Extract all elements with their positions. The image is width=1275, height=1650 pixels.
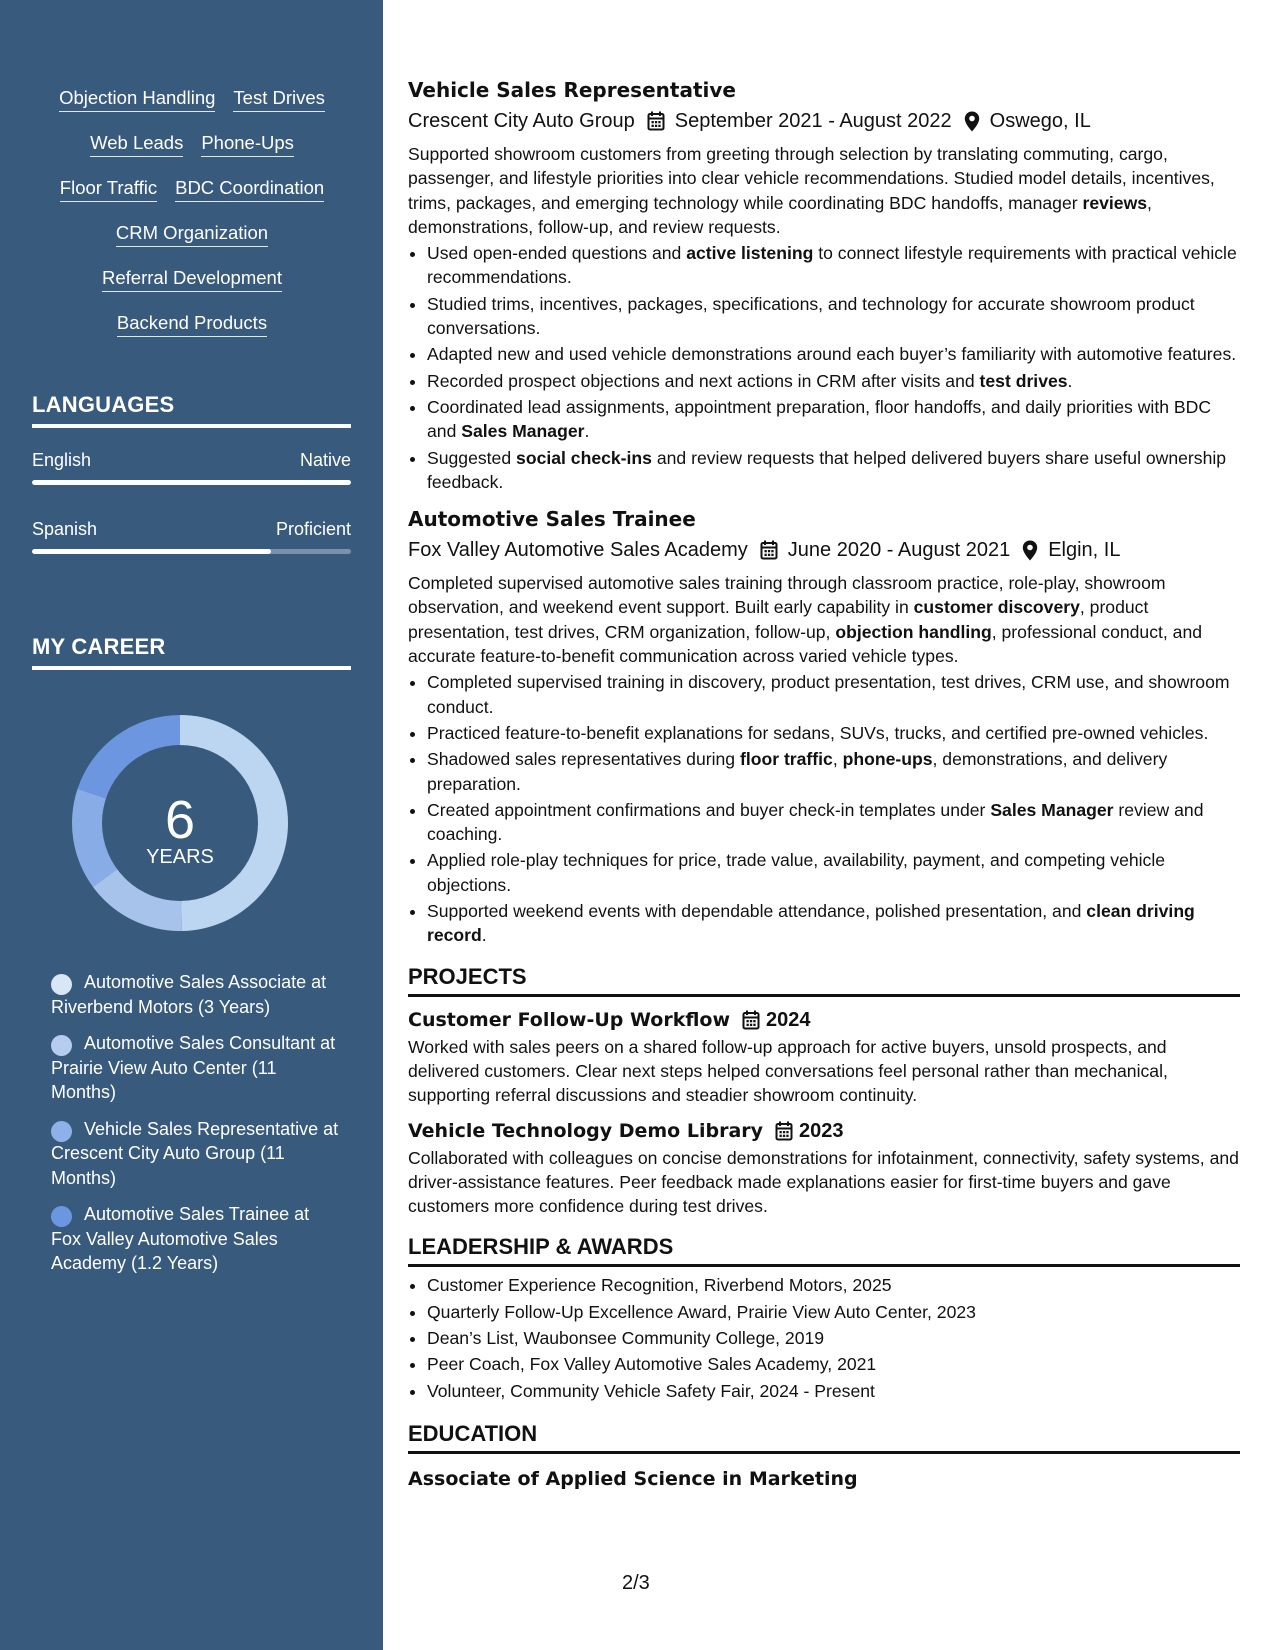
calendar-icon [760, 540, 778, 560]
skills-tags [32, 86, 352, 356]
job-bullet: • Created appointment confirmations and buyer check-in templates under Sales Manager review and coaching. [427, 798, 1240, 847]
sidebar [0, 0, 383, 1650]
project-entry [408, 1007, 1240, 1108]
job-bullet: • Suggested social check-ins and review requests that helped delivered buyers share useful ownership feedback. [427, 446, 1240, 495]
language-bar [32, 549, 351, 554]
project-description: Worked with sales peers on a shared follow-up approach for active buyers, unsold prospects, and delivered customers. Clear next steps helped conversations feel personal rather than mechanical, supporting referral discussions and steadier showroom continuity. [408, 1036, 1168, 1106]
project-description: Collaborated with colleagues on concise demonstrations for infotainment, connectivity, safety systems, and driver-assistance features. Peer feedback made explanations easier for first-time buyers and gave customers more confidence during test drives. [408, 1147, 1239, 1217]
job-title: Automotive Sales Trainee [408, 507, 696, 532]
education-heading: EDUCATION [408, 1421, 1240, 1454]
job-title: Vehicle Sales Representative [408, 78, 736, 102]
award-item: • Quarterly Follow-Up Excellence Award, Prairie View Auto Center, 2023 [427, 1300, 1240, 1324]
skill-tag: Test Drives [233, 86, 325, 112]
job-bullet: • Supported weekend events with dependable attendance, polished presentation, and clean driving record. [427, 899, 1240, 948]
career-dot [51, 1035, 72, 1056]
job-bullet: • Applied role-play techniques for price, trade value, availability, payment, and competing vehicle objections. [427, 848, 1240, 897]
location-pin-icon [964, 111, 980, 132]
skill-row [32, 311, 352, 356]
page-number: 2/3 [622, 1572, 650, 1594]
language-name: English [32, 450, 92, 470]
career-dot [51, 1121, 72, 1142]
language-bar-fill [32, 549, 271, 554]
job-company: Crescent City Auto Group [408, 110, 635, 132]
career-heading: MY CAREER [32, 634, 351, 670]
skill-tag: Objection Handling [59, 86, 215, 112]
skill-tag: Backend Products [117, 311, 267, 337]
awards-list [408, 1273, 1240, 1402]
project-entry [408, 1118, 1240, 1219]
skill-tag: Floor Traffic [60, 176, 157, 202]
calendar-icon [647, 111, 665, 131]
job-entry [408, 506, 1240, 947]
award-item: • Dean’s List, Waubonsee Community College, 2019 [427, 1326, 1240, 1350]
skill-row [32, 221, 352, 266]
skill-row [32, 131, 352, 176]
project-year: 2023 [799, 1119, 844, 1142]
education-degree: Associate of Applied Science in Marketing [408, 1467, 858, 1490]
experience-list [408, 77, 1240, 948]
career-item [51, 1202, 341, 1276]
skill-tag: Web Leads [90, 131, 183, 157]
job-bullets [408, 670, 1240, 947]
job-bullet: • Completed supervised training in discovery, product presentation, test drives, CRM use, and showroom conduct. [427, 670, 1240, 719]
job-bullet: • Practiced feature-to-benefit explanations for sedans, SUVs, trucks, and certified pre-owned vehicles. [427, 721, 1240, 745]
skill-row [32, 176, 352, 221]
job-dates: June 2020 - August 2021 [787, 539, 1011, 562]
projects-heading: PROJECTS [408, 964, 1240, 997]
award-item: • Volunteer, Community Vehicle Safety Fair, 2024 - Present [427, 1379, 1240, 1403]
project-title: Customer Follow-Up Workflow [408, 1008, 731, 1031]
job-bullet: • Recorded prospect objections and next actions in CRM after visits and test drives. [427, 369, 1240, 393]
career-item [51, 1031, 341, 1105]
job-meta [408, 108, 1240, 134]
job-bullet: • Studied trims, incentives, packages, specifications, and technology for accurate showroom product conversations. [427, 292, 1240, 341]
job-bullet: • Adapted new and used vehicle demonstrations around each buyer’s familiarity with automotive features. [427, 342, 1240, 366]
career-total: 6 [164, 790, 196, 850]
career-item [51, 970, 341, 1019]
location-pin-icon [1022, 540, 1038, 561]
skill-row [32, 266, 352, 311]
job-summary: Completed supervised automotive sales training through classroom practice, role-play, showroom observation, and weekend event support. Built early capability in customer discovery, product presentation, test drives, CRM organization, follow-up, objection handling, professional conduct, and accurate feature-to-benefit communication across varied vehicle types. [408, 573, 1203, 667]
job-bullet: • Shadowed sales representatives during floor traffic, phone-ups, demonstrations, and delivery preparation. [427, 747, 1240, 796]
language-name: Spanish [32, 519, 98, 539]
language-english [32, 448, 351, 485]
skill-row [32, 86, 352, 131]
award-item: • Peer Coach, Fox Valley Automotive Sales Academy, 2021 [427, 1352, 1240, 1376]
career-dot [51, 974, 72, 995]
projects-list [408, 1007, 1240, 1219]
skill-tag: CRM Organization [116, 221, 268, 247]
awards-heading: LEADERSHIP & AWARDS [408, 1234, 1240, 1267]
main-content [408, 0, 1240, 1650]
skill-tag: BDC Coordination [175, 176, 324, 202]
career-list [51, 970, 341, 1288]
project-year: 2024 [766, 1008, 811, 1031]
career-text: Automotive Sales Consultant at Prairie View Auto Center (11 Months) [51, 1033, 336, 1102]
career-text: Automotive Sales Trainee at Fox Valley Automotive Sales Academy (1.2 Years) [51, 1204, 310, 1273]
job-location: Oswego, IL [989, 110, 1091, 132]
career-unit: YEARS [146, 846, 214, 868]
job-summary: Supported showroom customers from greeting through selection by translating commuting, cargo, passenger, and lifestyle priorities into clear vehicle recommendations. Studied model details, incentives, trims, packages, and emerging technology while coordinating BDC handoffs, manager reviews, demonstrations, follow-up, and review requests. [408, 144, 1215, 237]
career-donut-chart [62, 705, 298, 941]
skill-tag: Referral Development [102, 266, 282, 292]
language-spanish [32, 517, 351, 554]
languages-heading: LANGUAGES [32, 392, 351, 428]
job-bullet: • Coordinated lead assignments, appointment preparation, floor handoffs, and daily priorities with BDC and Sales Manager. [427, 395, 1240, 444]
job-bullets [408, 241, 1240, 494]
career-dot [51, 1206, 72, 1227]
language-bar [32, 480, 351, 485]
language-level: Proficient [275, 519, 351, 539]
language-bar-fill [32, 480, 351, 485]
project-title: Vehicle Technology Demo Library [408, 1119, 764, 1142]
project-title-row [408, 1118, 1240, 1144]
job-location: Elgin, IL [1048, 539, 1121, 562]
job-company: Fox Valley Automotive Sales Academy [408, 539, 748, 562]
career-text: Automotive Sales Associate at Riverbend Motors (3 Years) [51, 972, 327, 1017]
language-level: Native [299, 450, 351, 470]
job-dates: September 2021 - August 2022 [674, 110, 952, 132]
award-item: • Customer Experience Recognition, Riverbend Motors, 2025 [427, 1273, 1240, 1297]
job-entry [408, 77, 1240, 494]
career-item [51, 1117, 341, 1191]
calendar-icon [775, 1121, 793, 1141]
skill-tag: Phone-Ups [201, 131, 294, 157]
job-meta [408, 537, 1240, 563]
project-title-row [408, 1007, 1240, 1033]
career-text: Vehicle Sales Representative at Crescent City Auto Group (11 Months) [51, 1118, 339, 1188]
job-bullet: • Used open-ended questions and active listening to connect lifestyle requirements with practical vehicle recommendations. [427, 241, 1240, 290]
calendar-icon [742, 1010, 760, 1030]
